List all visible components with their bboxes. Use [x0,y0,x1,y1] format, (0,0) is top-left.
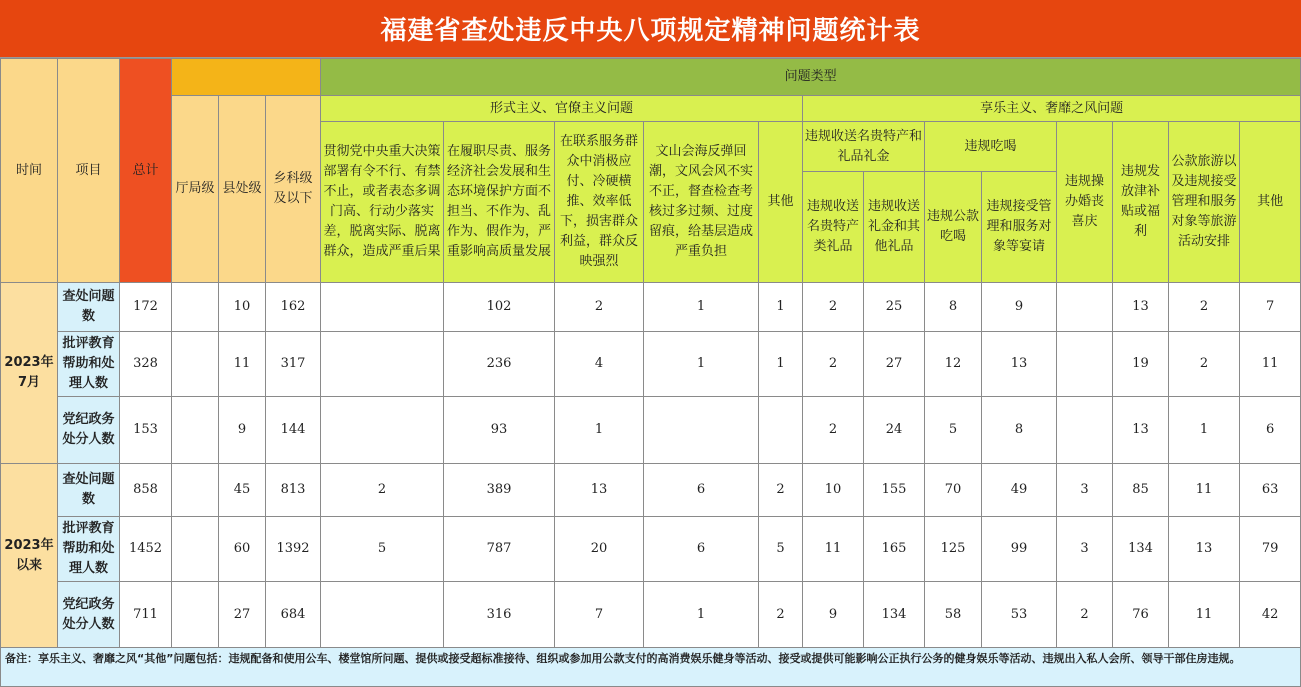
cell-total: 858 [120,464,172,517]
cell-formalism-3: 4 [555,332,644,397]
cell-total: 711 [120,582,172,649]
cell-gifts-cash: 25 [864,283,925,332]
cell-formalism-1: 5 [321,517,444,582]
cell-eating-public: 8 [925,283,982,332]
cell-total: 328 [120,332,172,397]
header-formalism-col-2: 在履职尽责、服务经济社会发展和生态环境保护方面不担当、不作为、乱作为、假作为，严重影响高质量发展 [444,122,555,283]
cell-level-township: 1392 [266,517,321,582]
cell-formalism-4: 1 [644,283,759,332]
footnote [0,647,1301,687]
cell-hedonism-other: 63 [1240,464,1301,517]
cell-formalism-2: 93 [444,397,555,464]
row-period-july: 2023年7月 [1,283,58,464]
cell-eating-public: 5 [925,397,982,464]
cell-formalism-other: 5 [759,517,803,582]
cell-formalism-3: 7 [555,582,644,649]
cell-gifts-specialty: 2 [803,332,864,397]
cell-level-county: 11 [219,332,266,397]
cell-weddings: 3 [1057,464,1113,517]
cell-eating-banquet: 99 [982,517,1057,582]
cell-weddings [1057,332,1113,397]
table-row [1,283,1301,332]
header-eating-banquet: 违规接受管理和服务对象等宴请 [982,172,1057,283]
cell-formalism-2: 787 [444,517,555,582]
header-formalism-group: 形式主义、官僚主义问题 [321,96,803,122]
cell-level-bureau [172,397,219,464]
cell-weddings: 2 [1057,582,1113,649]
cell-gifts-specialty: 10 [803,464,864,517]
cell-travel: 1 [1169,397,1240,464]
cell-formalism-other: 2 [759,582,803,649]
cell-formalism-3: 1 [555,397,644,464]
cell-gifts-cash: 27 [864,332,925,397]
cell-allowances: 13 [1113,283,1169,332]
cell-formalism-3: 20 [555,517,644,582]
header-level-township: 乡科级及以下 [266,96,321,283]
header-item: 项目 [58,59,120,283]
table-row [1,397,1301,464]
cell-total: 172 [120,283,172,332]
cell-hedonism-other: 6 [1240,397,1301,464]
cell-level-bureau [172,582,219,649]
header-level-top [172,59,321,96]
table-title: 福建省查处违反中央八项规定精神问题统计表 [0,0,1301,58]
cell-formalism-other: 1 [759,332,803,397]
header-gifts-cash: 违规收送礼金和其他礼品 [864,172,925,283]
cell-formalism-2: 236 [444,332,555,397]
cell-level-bureau [172,464,219,517]
header-gifts-group: 违规收送名贵特产和礼品礼金 [803,122,925,172]
cell-eating-public: 70 [925,464,982,517]
table-row [1,517,1301,582]
cell-hedonism-other: 79 [1240,517,1301,582]
cell-level-county: 60 [219,517,266,582]
row-item: 批评教育帮助和处理人数 [58,517,120,582]
header-hedonism-group: 享乐主义、奢靡之风问题 [803,96,1301,122]
cell-hedonism-other: 7 [1240,283,1301,332]
header-level-bureau: 厅局级 [172,96,219,283]
row-item: 党纪政务处分人数 [58,397,120,464]
row-item: 查处问题数 [58,464,120,517]
header-formalism-col-1: 贯彻党中央重大决策部署有令不行、有禁不止，或者表态多调门高、行动少落实差，脱离实际、脱离群众，造成严重后果 [321,122,444,283]
cell-allowances: 13 [1113,397,1169,464]
cell-travel: 11 [1169,464,1240,517]
cell-weddings [1057,283,1113,332]
cell-level-township: 144 [266,397,321,464]
cell-level-township: 162 [266,283,321,332]
cell-travel: 2 [1169,332,1240,397]
cell-formalism-2: 316 [444,582,555,649]
row-item: 查处问题数 [58,283,120,332]
table-row [1,464,1301,517]
cell-formalism-3: 2 [555,283,644,332]
cell-level-county: 10 [219,283,266,332]
cell-hedonism-other: 42 [1240,582,1301,649]
cell-formalism-1 [321,582,444,649]
cell-weddings [1057,397,1113,464]
cell-gifts-specialty: 2 [803,397,864,464]
header-formalism-col-3: 在联系服务群众中消极应付、冷硬横推、效率低下，损害群众利益，群众反映强烈 [555,122,644,283]
cell-formalism-other: 1 [759,283,803,332]
cell-formalism-other [759,397,803,464]
header-formalism-col-4: 文山会海反弹回潮，文风会风不实不正，督查检查考核过多过频、过度留痕，给基层造成严重负担 [644,122,759,283]
cell-level-township: 317 [266,332,321,397]
header-eating-group: 违规吃喝 [925,122,1057,172]
cell-eating-banquet: 8 [982,397,1057,464]
cell-gifts-specialty: 11 [803,517,864,582]
cell-formalism-2: 389 [444,464,555,517]
cell-gifts-cash: 155 [864,464,925,517]
cell-formalism-1: 2 [321,464,444,517]
cell-formalism-1 [321,283,444,332]
cell-formalism-4: 6 [644,517,759,582]
cell-total: 153 [120,397,172,464]
statistics-table [0,58,1301,649]
header-gifts-specialty: 违规收送名贵特产类礼品 [803,172,864,283]
header-allowances: 违规发放津补贴或福利 [1113,122,1169,283]
cell-level-county: 45 [219,464,266,517]
cell-gifts-cash: 24 [864,397,925,464]
table-row [1,332,1301,397]
cell-travel: 13 [1169,517,1240,582]
cell-eating-banquet: 13 [982,332,1057,397]
cell-travel: 11 [1169,582,1240,649]
cell-level-township: 813 [266,464,321,517]
cell-gifts-cash: 134 [864,582,925,649]
cell-gifts-specialty: 9 [803,582,864,649]
cell-allowances: 85 [1113,464,1169,517]
cell-formalism-4: 6 [644,464,759,517]
cell-eating-public: 125 [925,517,982,582]
header-problem-types: 问题类型 [321,59,1301,96]
cell-allowances: 134 [1113,517,1169,582]
cell-eating-public: 58 [925,582,982,649]
row-period-ytd: 2023年以来 [1,464,58,649]
cell-hedonism-other: 11 [1240,332,1301,397]
cell-formalism-other: 2 [759,464,803,517]
header-formalism-other: 其他 [759,122,803,283]
row-item: 党纪政务处分人数 [58,582,120,649]
cell-weddings: 3 [1057,517,1113,582]
cell-level-township: 684 [266,582,321,649]
cell-formalism-4: 1 [644,582,759,649]
cell-gifts-cash: 165 [864,517,925,582]
row-item: 批评教育帮助和处理人数 [58,332,120,397]
cell-eating-banquet: 9 [982,283,1057,332]
footnote-text: 备注：享乐主义、奢靡之风“其他”问题包括：违规配备和使用公车、楼堂馆所问题、提供或接受超标准接待、组织或参加用公款支付的高消费娱乐健身等活动、接受或提供可能影响公正执行公务的健身娱乐等活动、违规出入私人会所、领导干部住房违规。 [5,652,1241,665]
header-eating-public: 违规公款吃喝 [925,172,982,283]
cell-level-bureau [172,517,219,582]
cell-eating-banquet: 53 [982,582,1057,649]
cell-travel: 2 [1169,283,1240,332]
cell-formalism-1 [321,332,444,397]
cell-formalism-1 [321,397,444,464]
header-weddings: 违规操办婚丧喜庆 [1057,122,1113,283]
header-hedonism-other: 其他 [1240,122,1301,283]
cell-allowances: 76 [1113,582,1169,649]
cell-level-bureau [172,283,219,332]
cell-level-bureau [172,332,219,397]
header-period: 时间 [1,59,58,283]
table-row [1,582,1301,649]
header-total: 总计 [120,59,172,283]
cell-formalism-3: 13 [555,464,644,517]
header-travel: 公款旅游以及违规接受管理和服务对象等旅游活动安排 [1169,122,1240,283]
cell-eating-public: 12 [925,332,982,397]
cell-formalism-4 [644,397,759,464]
header-level-county: 县处级 [219,96,266,283]
cell-gifts-specialty: 2 [803,283,864,332]
cell-eating-banquet: 49 [982,464,1057,517]
cell-level-county: 27 [219,582,266,649]
cell-total: 1452 [120,517,172,582]
cell-formalism-4: 1 [644,332,759,397]
cell-level-county: 9 [219,397,266,464]
cell-allowances: 19 [1113,332,1169,397]
cell-formalism-2: 102 [444,283,555,332]
